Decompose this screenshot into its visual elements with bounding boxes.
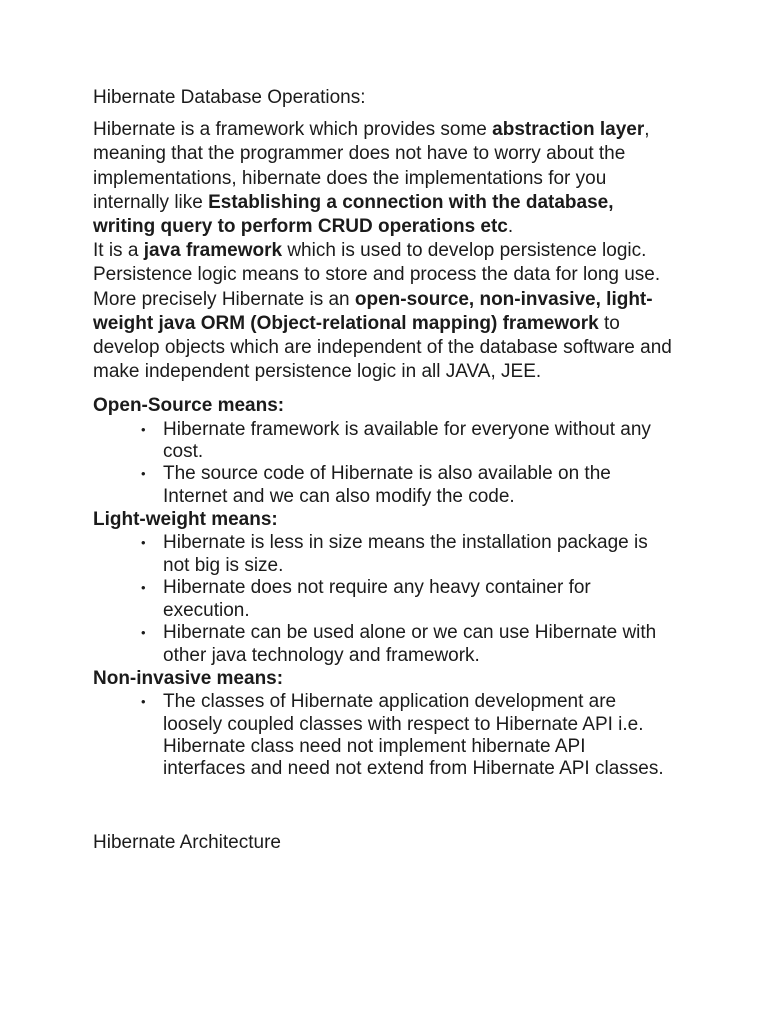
- non-invasive-heading: Non-invasive means:: [93, 667, 284, 689]
- list-item-text: Hibernate can be used alone or we can use Hibernate with other java technology and framework.: [163, 622, 657, 666]
- list-item-text: Hibernate is less in size means the installation package is not big is size.: [163, 532, 648, 576]
- intro-p1-bold-b: Establishing a connection with the database, writing query to perform CRUD operations etc: [93, 191, 614, 238]
- intro-p2-text-b: which is used to develop persistence logic. Persistence logic means to store and process the data for long use. More precisely Hibernate is an: [93, 240, 661, 310]
- intro-p2-text-a: It is a: [93, 240, 144, 262]
- intro-p1-text-b: , meaning that the programmer does not have to worry about the implementations, hibernate does the implementations for you internally like: [93, 119, 650, 213]
- list-item: [93, 622, 673, 667]
- non-invasive-list: [93, 691, 673, 781]
- bullet-icon: •: [141, 421, 146, 437]
- bullet-icon: •: [141, 580, 146, 596]
- document-title: Hibernate Database Operations:: [93, 87, 366, 108]
- list-item-text: The source code of Hibernate is also available on the Internet and we can also modify the code.: [163, 463, 611, 507]
- bullet-icon: •: [141, 535, 146, 551]
- list-item: [93, 419, 673, 464]
- intro-paragraph-2: [93, 239, 673, 384]
- intro-p1-bold-a: abstraction layer: [492, 119, 645, 141]
- list-item: [93, 463, 673, 508]
- intro-p2-bold-b: open-source, non-invasive, light-weight java ORM (Object-relational mapping) framework: [93, 288, 653, 334]
- list-item-text: The classes of Hibernate application development are loosely coupled classes with respect to Hibernate API i.e. Hibernate class need not implement hibernate API interfaces and need not extend from Hibernate API classes.: [163, 691, 664, 780]
- intro-paragraph-1: [93, 118, 673, 239]
- bullet-icon: •: [141, 466, 146, 482]
- light-weight-list: [93, 532, 673, 666]
- list-item: [93, 577, 673, 622]
- intro-p2-bold-a: java framework: [143, 240, 283, 262]
- bullet-icon: •: [141, 694, 146, 710]
- open-source-list: [93, 419, 673, 509]
- list-item: [93, 532, 673, 577]
- bullet-icon: •: [141, 625, 146, 641]
- intro-p1-text-a: Hibernate is a framework which provides some: [93, 119, 493, 141]
- document-page: [93, 86, 673, 855]
- light-weight-heading: Light-weight means:: [93, 509, 278, 531]
- intro-p2-text-c: to develop objects which are independent of the database software and make independent persistence logic in all JAVA, JEE.: [93, 312, 672, 383]
- intro-p1-text-c: .: [507, 216, 514, 238]
- list-item-text: Hibernate does not require any heavy container for execution.: [163, 577, 591, 621]
- architecture-heading: Hibernate Architecture: [93, 831, 281, 853]
- open-source-heading: Open-Source means:: [93, 395, 285, 417]
- list-item: [93, 691, 673, 781]
- spacer: [93, 781, 673, 831]
- list-item-text: Hibernate framework is available for everyone without any cost.: [163, 418, 651, 463]
